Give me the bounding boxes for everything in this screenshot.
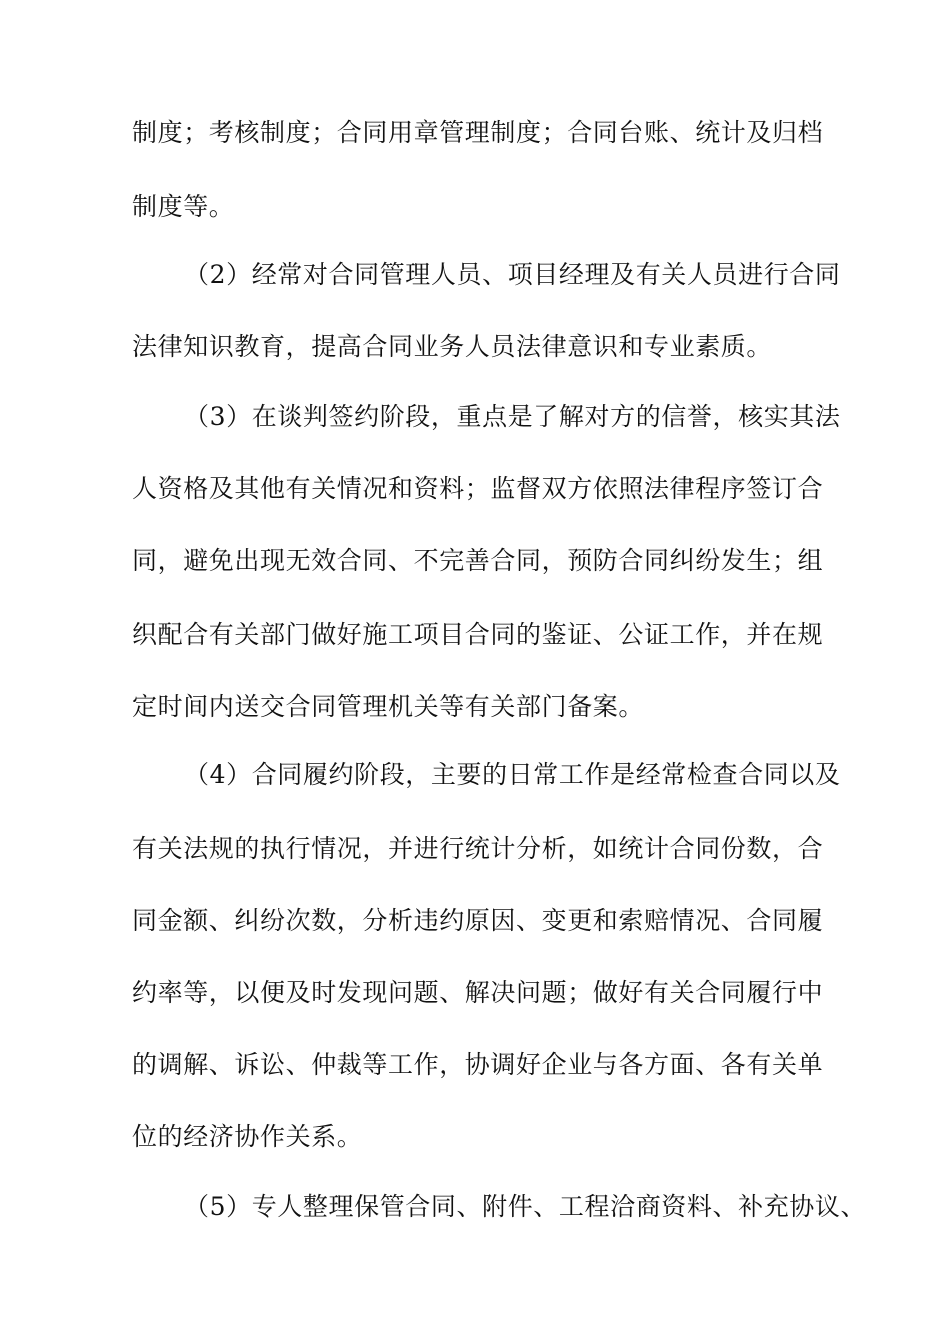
paragraph-3-start: （3）在谈判签约阶段，重点是了解对方的信誉，核实其法 bbox=[184, 402, 841, 431]
text-line: 人资格及其他有关情况和资料；监督双方依照法律程序签订合 bbox=[132, 474, 824, 503]
text-line: 定时间内送交合同管理机关等有关部门备案。 bbox=[132, 692, 645, 721]
paragraph-4-start: （4）合同履约阶段，主要的日常工作是经常检查合同以及 bbox=[184, 760, 841, 789]
text-line: 位的经济协作关系。 bbox=[132, 1122, 363, 1151]
paragraph-2-start: （2）经常对合同管理人员、项目经理及有关人员进行合同 bbox=[184, 260, 841, 289]
text-line: 制度等。 bbox=[132, 192, 235, 221]
text-line: 制度；考核制度；合同用章管理制度；合同台账、统计及归档 bbox=[132, 118, 824, 147]
text-line: 织配合有关部门做好施工项目合同的鉴证、公证工作，并在规 bbox=[132, 620, 824, 649]
text-line: 法律知识教育，提高合同业务人员法律意识和专业素质。 bbox=[132, 332, 773, 361]
paragraph-5-start: （5）专人整理保管合同、附件、工程洽商资料、补充协议、 bbox=[184, 1192, 867, 1221]
text-line: 同金额、纠纷次数，分析违约原因、变更和索赔情况、合同履 bbox=[132, 906, 824, 935]
text-line: 的调解、诉讼、仲裁等工作，协调好企业与各方面、各有关单 bbox=[132, 1050, 824, 1079]
text-line: 同，避免出现无效合同、不完善合同，预防合同纠纷发生；组 bbox=[132, 546, 824, 575]
text-line: 约率等，以便及时发现问题、解决问题；做好有关合同履行中 bbox=[132, 978, 824, 1007]
text-line: 有关法规的执行情况，并进行统计分析，如统计合同份数，合 bbox=[132, 834, 824, 863]
